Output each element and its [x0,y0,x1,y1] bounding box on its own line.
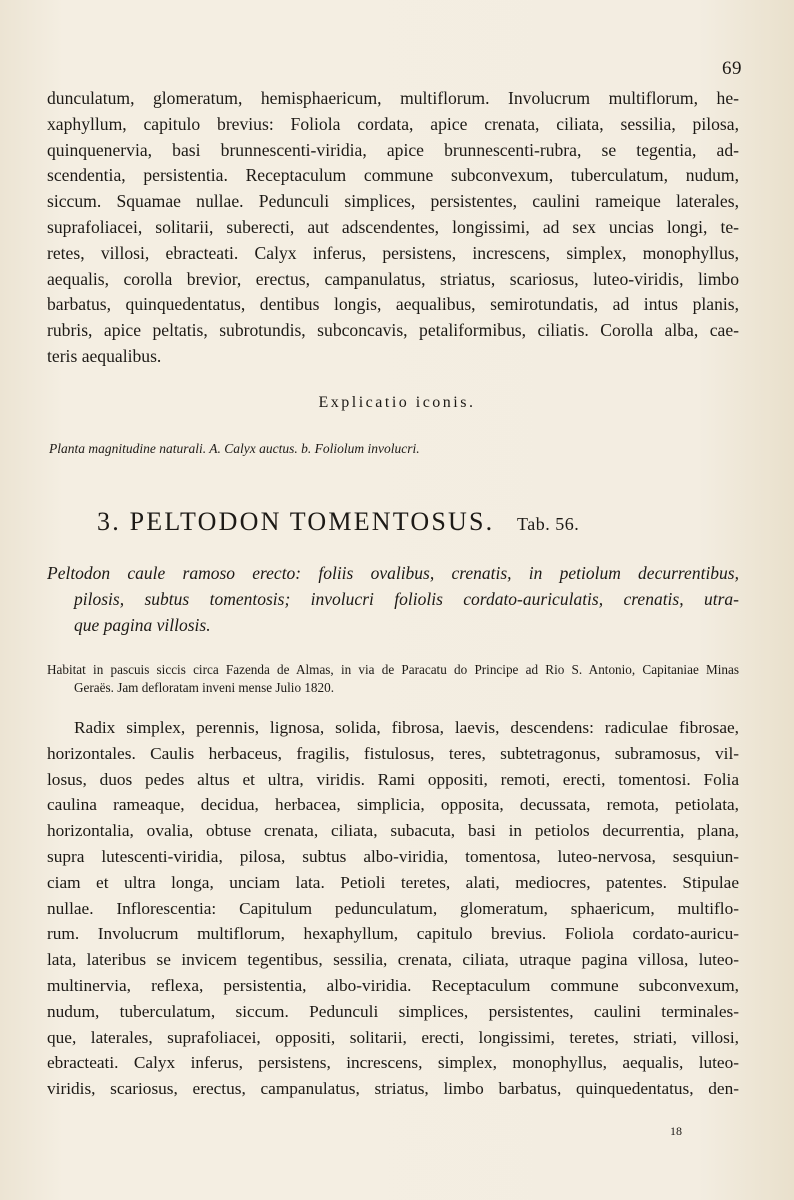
text-line: que, laterales, suprafoliacei, oppositi, solitarii, erecti, longissimi, teretes, striati, villosi, [47,1027,739,1047]
description-paragraph-continued [47,86,739,370]
text-line: horizontales. Caulis herbaceus, fragilis, fistulosus, teres, subtetragonus, subramosus, vil- [47,743,739,763]
species-diagnosis [47,561,739,638]
explicatio-heading: Explicatio iconis. [318,394,476,411]
text-line: horizontalia, ovalia, obtuse crenata, ciliata, subacuta, basi in petiolos decurrentia, plana, [47,821,739,841]
text-line: nudum, tuberculatum, siccum. Pedunculi simplices, persistentes, caulini terminales- [47,1001,739,1021]
text-line: barbatus, quinquedentatus, dentibus longis, aequalibus, semirotundatis, ad intus planis, [47,294,739,315]
figure-caption: Planta magnitudine naturali. A. Calyx auctus. b. Foliolum involucri. [49,441,420,456]
text-line: lata, lateribus se invicem tegentibus, sessilia, crenata, ciliata, utraque pagina villosa, luteo- [47,950,739,970]
text-line: nullae. Inflorescentia: Capitulum pedunculatum, glomeratum, sphaericum, multiflo- [47,898,739,918]
text-line: Radix simplex, perennis, lignosa, solida, fibrosa, laevis, descendens: radiculae fibrosae, [74,718,739,737]
text-line: losus, duos pedes altus et ultra, viridis. Rami oppositi, remoti, erecti, tomentosi. Folia [47,769,739,789]
species-name: 3. PELTODON TOMENTOSUS. [97,507,495,536]
text-line: rubris, apice peltatis, subrotundis, subconcavis, petaliformibus, ciliatis. Corolla alba, cae- [47,320,739,341]
text-line: dunculatum, glomeratum, hemisphaericum, multiflorum. Involucrum multiflorum, he- [47,88,739,108]
species-title [97,507,579,537]
text-line: scendentia, persistentia. Receptaculum commune subconvexum, tuberculatum, nudum, [47,165,739,186]
diagnosis-line: Peltodon caule ramoso erecto: foliis ovalibus, crenatis, in petiolum decurrentibus, [47,563,739,583]
text-line: retes, villosi, ebracteati. Calyx inferus, persistens, increscens, simplex, monophyllus, [47,242,739,263]
text-line: viridis, scariosus, erectus, campanulatus, striatus, limbo barbatus, quinquedentatus, den- [47,1079,739,1099]
diagnosis-line: que pagina villosis. [74,614,211,635]
text-line: siccum. Squamae nullae. Pedunculi simplices, persistentes, caulini rameique laterales, [47,191,739,212]
plate-reference: Tab. 56. [517,514,580,534]
text-line: caulina rameaque, decidua, herbacea, simplicia, opposita, decussata, remota, petiolata, [47,795,739,815]
text-line: ebracteati. Calyx inferus, persistens, increscens, simplex, monophyllus, aequalis, luteo- [47,1053,739,1073]
description-paragraph [47,715,739,1102]
text-line: aequalis, corolla brevior, erectus, campanulatus, striatus, scariosus, luteo-viridis, limbo [47,268,739,289]
habitat-line: Geraës. Jam defloratam inveni mense Julio 1820. [74,680,335,695]
text-line: multinervia, reflexa, persistentia, albo-viridia. Receptaculum commune subconvexum, [47,975,739,995]
page-number: 69 [722,58,742,79]
text-line: supra lutescenti-viridia, pilosa, subtus albo-viridia, tomentosa, luteo-nervosa, sesquiun- [47,846,739,866]
habitat-line: Habitat in pascuis siccis circa Fazenda de Almas, in via de Paracatu do Principe ad Rio S. Antonio, Capitaniae Minas [47,662,739,677]
text-line: teris aequalibus. [47,345,162,366]
text-line: xaphyllum, capitulo brevius: Foliola cordata, apice crenata, ciliata, sessilia, pilosa, [47,113,739,134]
habitat-note [47,661,739,697]
diagnosis-line: pilosis, subtus tomentosis; involucri foliolis cordato-auriculatis, crenatis, utra- [74,588,739,609]
text-line: suprafoliacei, solitarii, suberecti, aut adscendentes, longissimi, ad sex uncias longi, te- [47,216,739,237]
text-line: quinquenervia, basi brunnescenti-viridia, apice brunnescenti-rubra, se tegentia, ad- [47,139,739,160]
text-line: rum. Involucrum multiflorum, hexaphyllum, capitulo brevius. Foliola cordato-auricu- [47,924,739,944]
text-line: ciam et ultra longa, unciam lata. Petioli teretes, alati, mediocres, patentes. Stipulae [47,872,739,892]
signature-mark: 18 [670,1124,682,1138]
